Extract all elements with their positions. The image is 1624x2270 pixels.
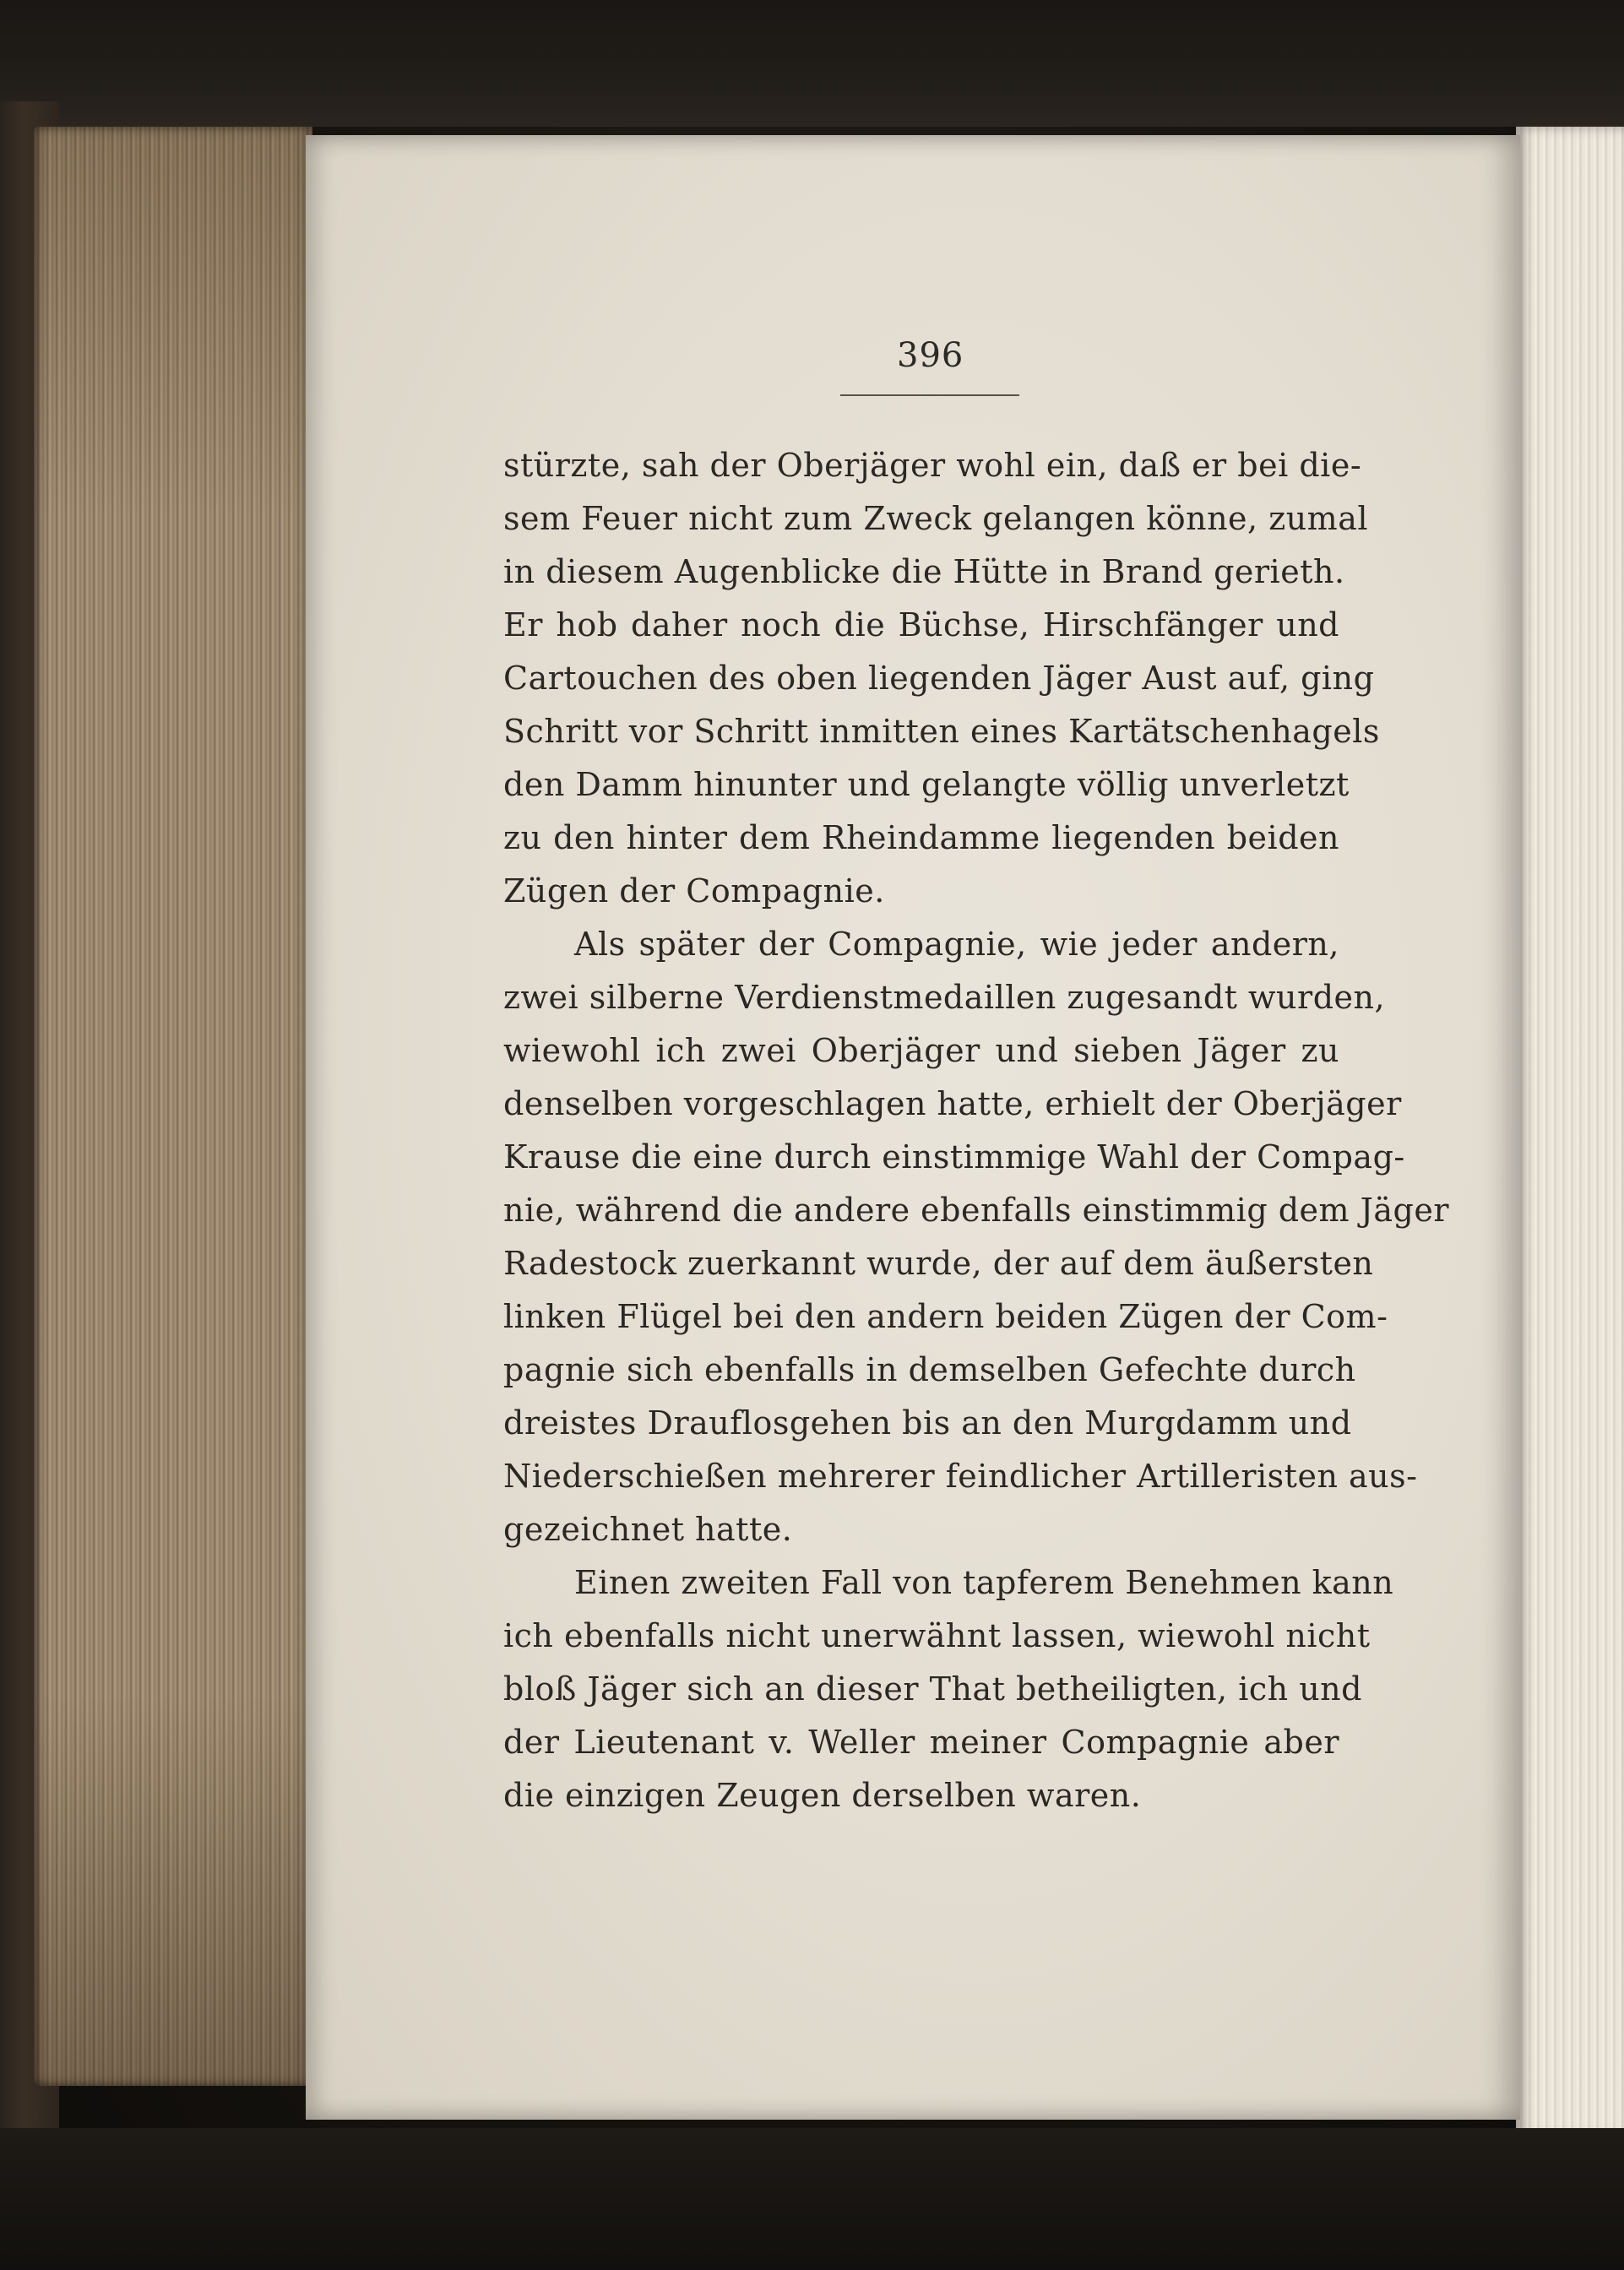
- text-line: ich ebenfalls nicht unerwähnt lassen, wiewohl nicht: [503, 1617, 1371, 1654]
- text-line: zu den hinter dem Rheindamme liegenden beiden: [503, 819, 1339, 856]
- text-line: denselben vorgeschlagen hatte, erhielt der Oberjäger: [503, 1085, 1402, 1122]
- text-line: Er hob daher noch die Büchse, Hirschfänger und: [503, 606, 1339, 644]
- text-line: sem Feuer nicht zum Zweck gelangen könne, zumal: [503, 500, 1369, 537]
- text-line: Krause die eine durch einstimmige Wahl der Compag-: [503, 1138, 1405, 1176]
- text-line: die einzigen Zeugen derselben waren.: [503, 1777, 1142, 1814]
- text-line: linken Flügel bei den andern beiden Zügen der Com-: [503, 1298, 1388, 1335]
- text-line: den Damm hinunter und gelangte völlig unverletzt: [503, 766, 1350, 803]
- right-page-block: [1516, 127, 1624, 2137]
- page-text: [503, 439, 1450, 1822]
- text-line: Als später der Compagnie, wie jeder andern,: [574, 926, 1339, 963]
- text-line: bloß Jäger sich an dieser That betheiligten, ich und: [503, 1670, 1362, 1708]
- text-line: Cartouchen des oben liegenden Jäger Aust auf, ging: [503, 660, 1375, 697]
- text-line: wiewohl ich zwei Oberjäger und sieben Jäger zu: [503, 1032, 1339, 1069]
- header-rule: [840, 394, 1019, 396]
- text-line: Einen zweiten Fall von tapferem Benehmen kann: [574, 1564, 1394, 1601]
- text-line: dreistes Drauflosgehen bis an den Murgdamm und: [503, 1404, 1352, 1442]
- text-line: Niederschießen mehrerer feindlicher Artilleristen aus-: [503, 1458, 1418, 1495]
- page-number: 396: [897, 336, 964, 375]
- text-line: nie, während die andere ebenfalls einstimmig dem Jäger: [503, 1192, 1450, 1229]
- text-line: Radestock zuerkannt wurde, der auf dem äußersten: [503, 1245, 1374, 1282]
- text-line: in diesem Augenblicke die Hütte in Brand gerieth.: [503, 553, 1345, 590]
- text-line: gezeichnet hatte.: [503, 1511, 793, 1548]
- text-line: stürzte, sah der Oberjäger wohl ein, daß er bei die-: [503, 447, 1362, 484]
- text-line: Zügen der Compagnie.: [503, 872, 885, 910]
- text-line: zwei silberne Verdienstmedaillen zugesandt wurden,: [503, 979, 1386, 1016]
- book-cover-bottom: [0, 2128, 1624, 2270]
- text-line: der Lieutenant v. Weller meiner Compagnie aber: [503, 1724, 1339, 1761]
- text-line: pagnie sich ebenfalls in demselben Gefechte durch: [503, 1351, 1356, 1388]
- text-line: Schritt vor Schritt inmitten eines Kartätschenhagels: [503, 713, 1380, 750]
- left-page-block-shade: [34, 127, 312, 2086]
- book-cover-top: [0, 0, 1624, 127]
